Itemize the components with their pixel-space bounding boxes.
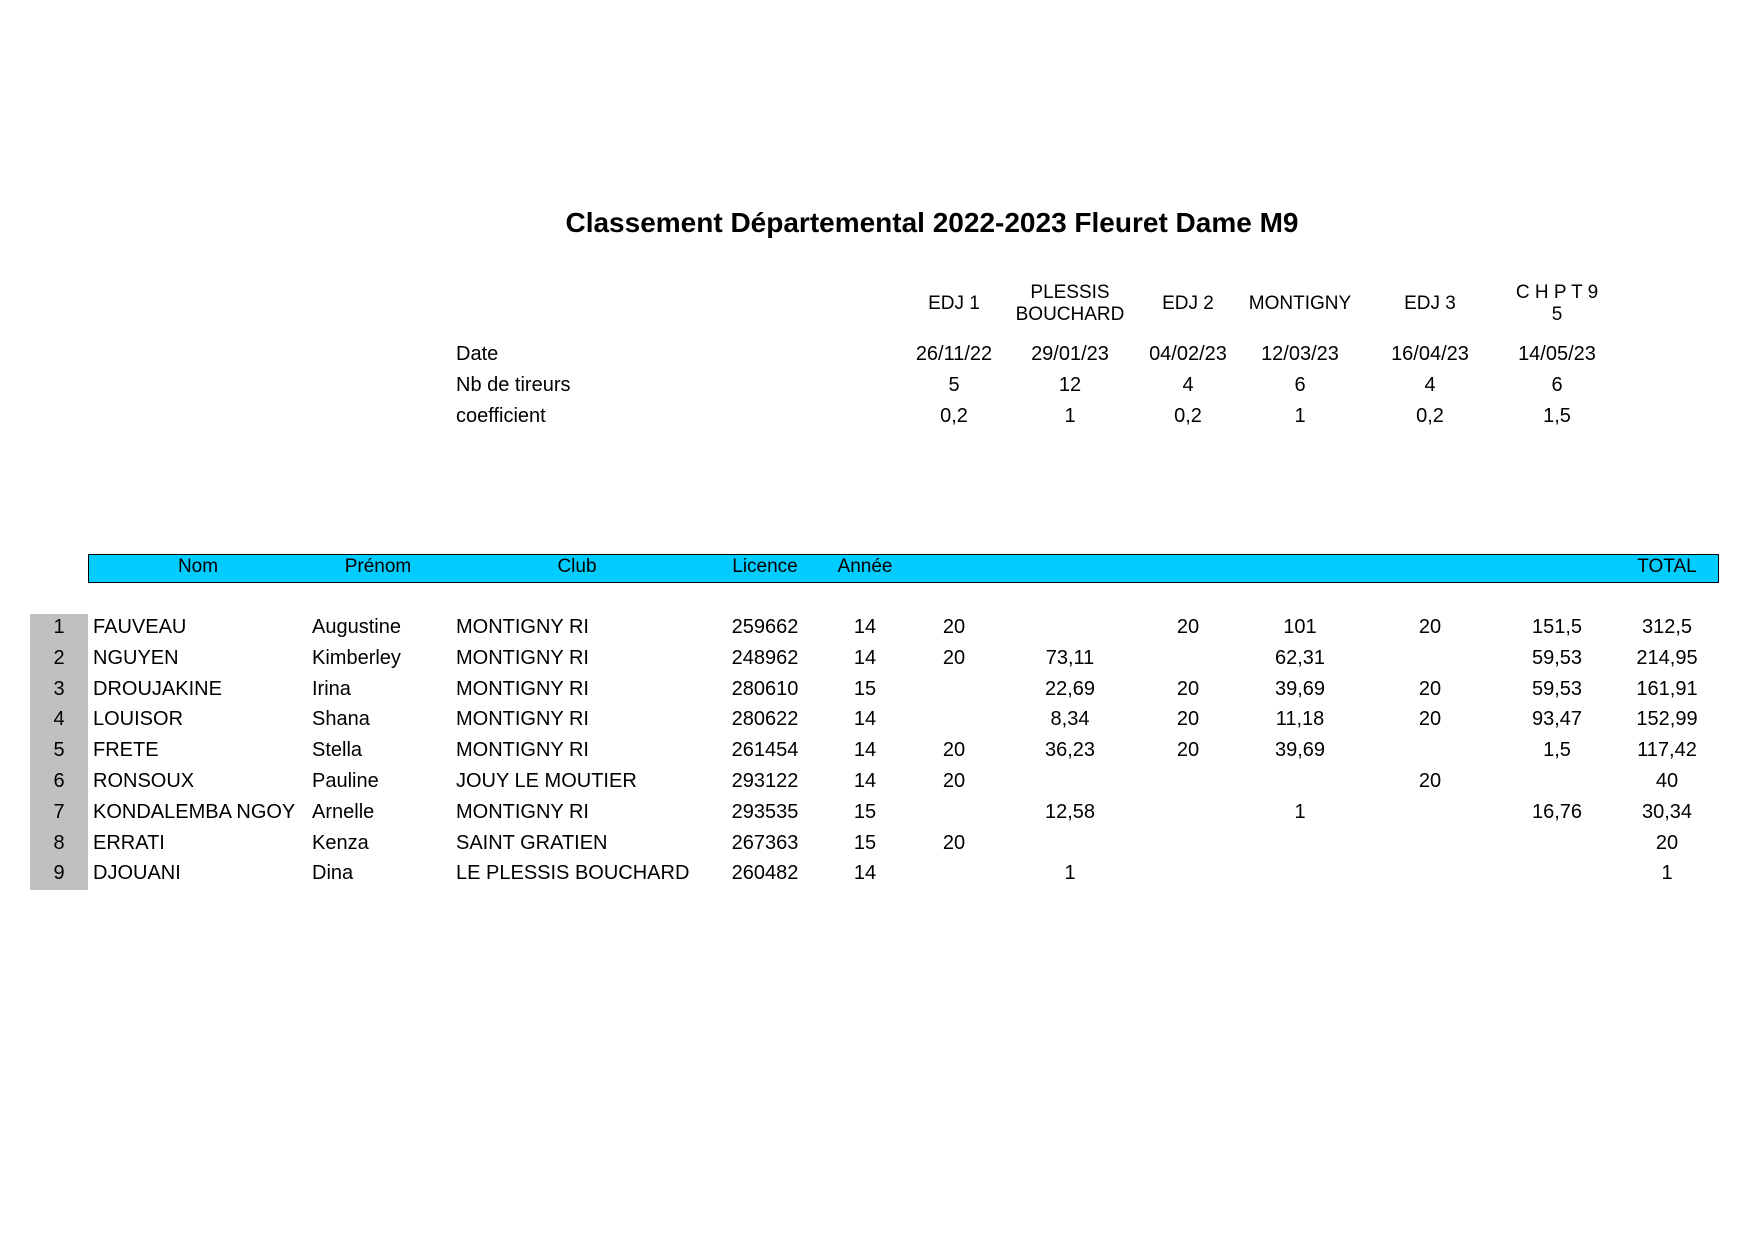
event-score: 20 bbox=[942, 770, 966, 792]
event-score: 62,31 bbox=[1274, 646, 1326, 669]
player-club: MONTIGNY RI bbox=[456, 646, 589, 669]
player-licence: 267363 bbox=[731, 831, 799, 854]
rank-number: 3 bbox=[53, 677, 65, 700]
player-licence: 248962 bbox=[731, 646, 799, 669]
player-club: MONTIGNY RI bbox=[456, 739, 589, 762]
page-title: Classement Départemental 2022-2023 Fleuret Dame M9 bbox=[565, 207, 1299, 238]
rank-number: 4 bbox=[53, 708, 65, 731]
event-score: 20 bbox=[1176, 677, 1200, 700]
event-coefficient: 0,2 bbox=[1174, 405, 1202, 427]
col-total: TOTAL bbox=[1637, 556, 1697, 577]
event-coefficient: 1 bbox=[1064, 405, 1076, 427]
event-score: 151,5 bbox=[1531, 616, 1583, 638]
player-total: 117,42 bbox=[1637, 739, 1697, 762]
event-coefficient: 0,2 bbox=[1416, 405, 1444, 427]
event-score: 20 bbox=[1418, 677, 1442, 700]
coefficient-label: coefficient bbox=[456, 405, 546, 427]
event-score: 20 bbox=[942, 739, 966, 762]
event-score: 73,11 bbox=[1045, 646, 1095, 669]
col-annee: Année bbox=[837, 556, 893, 577]
event-name: EDJ 1 bbox=[928, 293, 980, 314]
event-name: MONTIGNY bbox=[1248, 293, 1352, 314]
event-name: EDJ 3 bbox=[1404, 293, 1456, 314]
player-club: MONTIGNY RI bbox=[456, 616, 589, 638]
event-score: 20 bbox=[942, 646, 966, 669]
event-name: C H P T 9 bbox=[1515, 282, 1599, 303]
date-label: Date bbox=[456, 343, 499, 365]
event-coefficient: 1 bbox=[1294, 405, 1306, 427]
player-prenom: Arnelle bbox=[312, 800, 375, 823]
event-coefficient: 1,5 bbox=[1543, 405, 1571, 427]
event-name-line2: 5 bbox=[1551, 304, 1563, 325]
player-club: LE PLESSIS BOUCHARD bbox=[456, 862, 690, 885]
player-annee: 15 bbox=[853, 677, 877, 700]
event-date: 16/04/23 bbox=[1391, 343, 1469, 365]
event-date: 14/05/23 bbox=[1518, 343, 1596, 365]
event-score: 101 bbox=[1283, 616, 1317, 638]
player-prenom: Kenza bbox=[312, 831, 369, 854]
player-licence: 260482 bbox=[731, 862, 799, 885]
player-licence: 280610 bbox=[731, 677, 799, 700]
event-date: 04/02/23 bbox=[1149, 343, 1227, 365]
event-nb-tireurs: 6 bbox=[1294, 374, 1306, 396]
rank-number: 1 bbox=[53, 616, 65, 638]
event-score: 1 bbox=[1064, 862, 1076, 885]
player-prenom: Stella bbox=[312, 739, 363, 762]
player-nom: RONSOUX bbox=[93, 770, 195, 792]
rank-number: 6 bbox=[53, 770, 65, 792]
player-annee: 15 bbox=[853, 800, 877, 823]
player-annee: 14 bbox=[853, 646, 877, 669]
event-score: 1,5 bbox=[1543, 739, 1571, 762]
event-score: 59,53 bbox=[1531, 646, 1583, 669]
event-header bbox=[1482, 282, 1632, 326]
event-name-line2: BOUCHARD bbox=[1015, 304, 1125, 325]
event-score: 20 bbox=[1418, 616, 1442, 638]
rank-number: 2 bbox=[53, 646, 65, 669]
player-total: 30,34 bbox=[1641, 800, 1693, 823]
player-club: JOUY LE MOUTIER bbox=[456, 770, 637, 792]
event-score: 39,69 bbox=[1274, 739, 1326, 762]
event-score: 20 bbox=[1418, 708, 1442, 731]
event-score: 1 bbox=[1294, 800, 1306, 823]
player-licence: 280622 bbox=[731, 708, 799, 731]
player-nom: LOUISOR bbox=[93, 708, 184, 731]
event-score: 12,58 bbox=[1044, 800, 1096, 823]
player-nom: ERRATI bbox=[93, 831, 165, 854]
event-score: 20 bbox=[942, 616, 966, 638]
player-annee: 14 bbox=[853, 862, 877, 885]
player-annee: 14 bbox=[853, 770, 877, 792]
event-score: 20 bbox=[1176, 616, 1200, 638]
player-nom: NGUYEN bbox=[93, 646, 179, 669]
event-score: 39,69 bbox=[1274, 677, 1326, 700]
col-licence: Licence bbox=[732, 556, 798, 577]
event-score: 20 bbox=[1176, 708, 1200, 731]
event-score: 93,47 bbox=[1531, 708, 1583, 731]
player-prenom: Irina bbox=[312, 677, 351, 700]
event-date: 12/03/23 bbox=[1261, 343, 1339, 365]
event-score: 20 bbox=[942, 831, 966, 854]
event-score: 20 bbox=[1176, 739, 1200, 762]
nb-tireurs-label: Nb de tireurs bbox=[456, 374, 571, 396]
player-nom: DROUJAKINE bbox=[93, 677, 222, 700]
player-total: 152,99 bbox=[1636, 708, 1698, 731]
player-club: MONTIGNY RI bbox=[456, 708, 589, 731]
player-nom: FRETE bbox=[93, 739, 159, 762]
player-annee: 14 bbox=[853, 616, 877, 638]
player-club: MONTIGNY RI bbox=[456, 677, 589, 700]
event-score: 22,69 bbox=[1044, 677, 1096, 700]
event-name: EDJ 2 bbox=[1162, 293, 1214, 314]
event-nb-tireurs: 6 bbox=[1551, 374, 1563, 396]
rank-number: 8 bbox=[53, 831, 65, 854]
player-licence: 293535 bbox=[731, 800, 799, 823]
player-licence: 259662 bbox=[731, 616, 799, 638]
col-nom: Nom bbox=[177, 556, 219, 577]
player-prenom: Kimberley bbox=[312, 646, 401, 669]
event-nb-tireurs: 4 bbox=[1182, 374, 1194, 396]
player-total: 214,95 bbox=[1636, 646, 1698, 669]
rank-number: 9 bbox=[53, 862, 65, 885]
player-prenom: Dina bbox=[312, 862, 354, 885]
event-nb-tireurs: 12 bbox=[1058, 374, 1082, 396]
player-total: 312,5 bbox=[1641, 616, 1693, 638]
event-nb-tireurs: 5 bbox=[948, 374, 960, 396]
event-score: 16,76 bbox=[1531, 800, 1583, 823]
rank-number: 5 bbox=[53, 739, 65, 762]
player-annee: 14 bbox=[853, 739, 877, 762]
event-header bbox=[1225, 293, 1375, 315]
player-prenom: Pauline bbox=[312, 770, 379, 792]
player-club: MONTIGNY RI bbox=[456, 800, 589, 823]
player-nom: DJOUANI bbox=[93, 862, 181, 885]
event-score: 36,23 bbox=[1044, 739, 1096, 762]
player-nom: FAUVEAU bbox=[93, 616, 187, 638]
event-nb-tireurs: 4 bbox=[1424, 374, 1436, 396]
player-total: 161,91 bbox=[1636, 677, 1698, 700]
player-licence: 293122 bbox=[731, 770, 799, 792]
player-licence: 261454 bbox=[731, 739, 799, 762]
event-score: 11,18 bbox=[1275, 708, 1325, 731]
player-annee: 15 bbox=[853, 831, 877, 854]
player-total: 20 bbox=[1655, 831, 1679, 854]
event-score: 59,53 bbox=[1531, 677, 1583, 700]
player-annee: 14 bbox=[853, 708, 877, 731]
event-score: 8,34 bbox=[1050, 708, 1090, 731]
event-date: 26/11/22 bbox=[915, 343, 993, 365]
player-total: 40 bbox=[1655, 770, 1679, 792]
col-prenom: Prénom bbox=[344, 556, 412, 577]
rank-number: 7 bbox=[53, 800, 65, 823]
col-club: Club bbox=[557, 556, 597, 577]
event-score: 20 bbox=[1418, 770, 1442, 792]
player-prenom: Shana bbox=[312, 708, 370, 731]
player-total: 1 bbox=[1661, 862, 1673, 885]
player-nom: KONDALEMBA NGOY bbox=[93, 800, 296, 823]
event-name: PLESSIS bbox=[1030, 282, 1110, 303]
event-coefficient: 0,2 bbox=[940, 405, 968, 427]
player-prenom: Augustine bbox=[312, 616, 401, 638]
player-club: SAINT GRATIEN bbox=[456, 831, 608, 854]
event-date: 29/01/23 bbox=[1031, 343, 1109, 365]
